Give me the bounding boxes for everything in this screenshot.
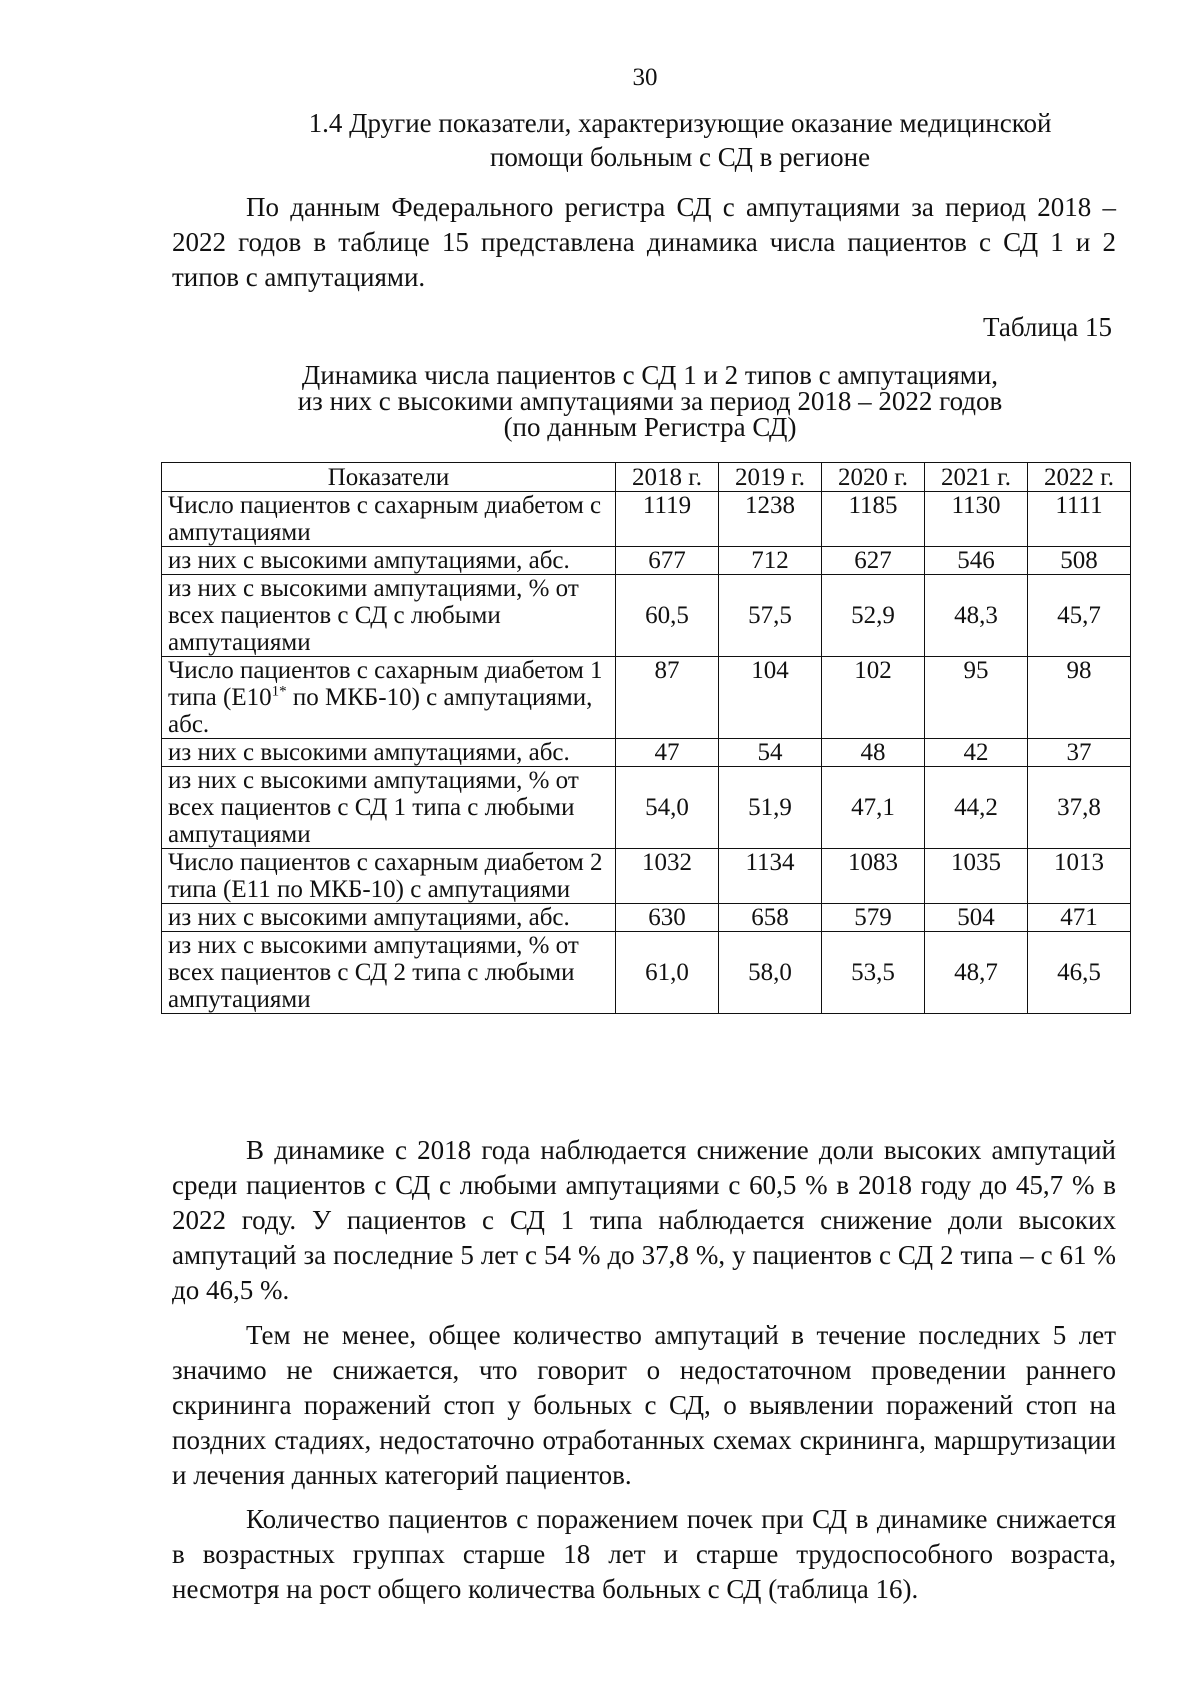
paragraph-amputation-dynamics: В динамике с 2018 года наблюдается снижение доли высоких ампутаций среди пациентов с СД с любыми ампутациями с 60,5 % в 2018 году до 45,7 % в 2022 году. У пациентов с СД 1 типа наблюдается снижение доли высоких ампутаций за последние 5 лет с 54 % до 37,8 %, у пациентов с СД 2 типа – с 61 % до 46,5 %. [172, 1135, 1116, 1305]
header-year: 2021 г. [925, 463, 1028, 492]
header-indicators: Показатели [162, 463, 616, 492]
header-year: 2022 г. [1028, 463, 1131, 492]
cell-value: 579 [822, 904, 925, 932]
cell-value: 95 [925, 657, 1028, 739]
cell-value: 1238 [719, 492, 822, 547]
cell-value: 1130 [925, 492, 1028, 547]
row-label: Число пациентов с сахарным диабетом 2 типа (Е11 по МКБ-10) с ампутациями [162, 849, 616, 904]
row-label-part: Число пациентов с сахарным диабетом 1 типа (Е10 [168, 657, 603, 711]
cell-value: 504 [925, 904, 1028, 932]
cell-value: 44,2 [925, 767, 1028, 849]
section-title-line-1: 1.4 Другие показатели, характеризующие оказание медицинской [308, 108, 1052, 138]
cell-value: 46,5 [1028, 932, 1131, 1014]
page-number: 30 [632, 64, 658, 91]
cell-value: 48,3 [925, 575, 1028, 657]
cell-value: 47 [616, 739, 719, 767]
table-row [162, 932, 1131, 1014]
cell-value: 45,7 [1028, 575, 1131, 657]
cell-value: 104 [719, 657, 822, 739]
section-title-line-2: помощи больным с СД в регионе [489, 142, 871, 172]
cell-value: 54,0 [616, 767, 719, 849]
cell-value: 712 [719, 547, 822, 575]
row-label: из них с высокими ампутациями, % от всех пациентов с СД 2 типа с любыми ампутациями [162, 932, 616, 1014]
cell-value: 47,1 [822, 767, 925, 849]
cell-value: 1185 [822, 492, 925, 547]
row-label [162, 657, 616, 739]
table-label: Таблица 15 [983, 312, 1112, 342]
cell-value: 508 [1028, 547, 1131, 575]
header-year: 2020 г. [822, 463, 925, 492]
cell-value: 52,9 [822, 575, 925, 657]
cell-value: 54 [719, 739, 822, 767]
cell-value: 37,8 [1028, 767, 1131, 849]
cell-value: 51,9 [719, 767, 822, 849]
cell-value: 60,5 [616, 575, 719, 657]
cell-value: 37 [1028, 739, 1131, 767]
cell-value: 677 [616, 547, 719, 575]
section-title [270, 106, 1090, 174]
table-header-row [162, 463, 1131, 492]
row-label: из них с высокими ампутациями, % от всех пациентов с СД 1 типа с любыми ампутациями [162, 767, 616, 849]
cell-value: 53,5 [822, 932, 925, 1014]
cell-value: 48 [822, 739, 925, 767]
cell-value: 627 [822, 547, 925, 575]
cell-value: 1111 [1028, 492, 1131, 547]
cell-value: 546 [925, 547, 1028, 575]
table-row [162, 575, 1131, 657]
header-year: 2018 г. [616, 463, 719, 492]
row-label: Число пациентов с сахарным диабетом с ампутациями [162, 492, 616, 547]
row-label: из них с высокими ампутациями, абс. [162, 547, 616, 575]
cell-value: 48,7 [925, 932, 1028, 1014]
row-label: из них с высокими ампутациями, абс. [162, 739, 616, 767]
cell-value: 630 [616, 904, 719, 932]
table-title-line-1: Динамика числа пациентов с СД 1 и 2 типов с ампутациями, [301, 360, 999, 390]
table-title [250, 362, 1050, 440]
table-row [162, 904, 1131, 932]
cell-value: 57,5 [719, 575, 822, 657]
cell-value: 42 [925, 739, 1028, 767]
intro-paragraph: По данным Федерального регистра СД с ампутациями за период 2018 – 2022 годов в таблице 15 представлена динамика числа пациентов с СД 1 и 2 типов с ампутациями. [172, 192, 1116, 292]
cell-value: 1032 [616, 849, 719, 904]
table-row [162, 739, 1131, 767]
cell-value: 61,0 [616, 932, 719, 1014]
table-title-line-3: (по данным Регистра СД) [503, 412, 797, 442]
row-label: из них с высокими ампутациями, абс. [162, 904, 616, 932]
paragraph-kidney: Количество пациентов с поражением почек при СД в динамике снижается в возрастных группах старше 18 лет и старше трудоспособного возраста, несмотря на рост общего количества больных с СД (таблица 16). [172, 1504, 1116, 1604]
cell-value: 1035 [925, 849, 1028, 904]
cell-value: 98 [1028, 657, 1131, 739]
amputations-table [161, 462, 1131, 1014]
cell-value: 1134 [719, 849, 822, 904]
row-label: из них с высокими ампутациями, % от всех пациентов с СД с любыми ампутациями [162, 575, 616, 657]
cell-value: 658 [719, 904, 822, 932]
cell-value: 1013 [1028, 849, 1131, 904]
cell-value: 87 [616, 657, 719, 739]
table-row [162, 547, 1131, 575]
cell-value: 1083 [822, 849, 925, 904]
footnote-marker: 1* [271, 683, 287, 700]
table-row [162, 849, 1131, 904]
cell-value: 471 [1028, 904, 1131, 932]
header-year: 2019 г. [719, 463, 822, 492]
paragraph-screening: Тем не менее, общее количество ампутаций в течение последних 5 лет значимо не снижается, что говорит о недостаточном проведении раннего скрининга поражений стоп у больных с СД, о выявлении поражений стоп на поздних стадиях, недостаточно отработанных схемах скрининга, маршрутизации и лечения данных категорий пациентов. [172, 1320, 1116, 1490]
cell-value: 102 [822, 657, 925, 739]
row-label-part: по МКБ-10) с ампутациями, абс. [168, 684, 593, 738]
table-title-line-2: из них с высокими ампутациями за период 2018 – 2022 годов [297, 386, 1003, 416]
table-row [162, 767, 1131, 849]
table-row [162, 492, 1131, 547]
table-row [162, 657, 1131, 739]
cell-value: 58,0 [719, 932, 822, 1014]
cell-value: 1119 [616, 492, 719, 547]
